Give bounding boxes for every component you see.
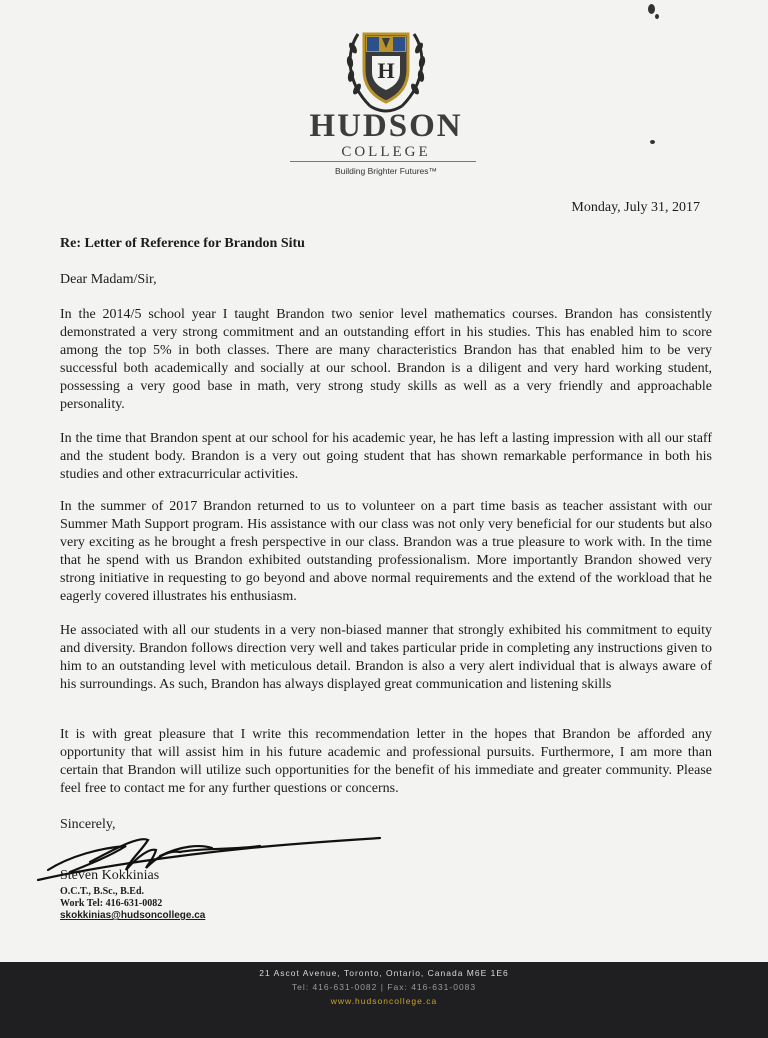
footer-address: 21 Ascot Avenue, Toronto, Ontario, Canada M6E 1E6 [259,968,509,978]
paragraph-1: In the 2014/5 school year I taught Brandon two senior level mathematics courses. Brandon has consistently demonstrated a very strong commitment and an outstanding effort in his studies. This has enabled him to score among the top 5% in both classes. There are many characteristics Brandon has that enabled him to be very successful both academically and socially at our school. Brandon is a diligent and very hard working student, possessing a very good base in math, very strong study skills as well as a very friendly and approachable personality. [60,307,712,412]
college-wordmark [296,108,476,160]
salutation: Dear Madam/Sir, [60,272,157,287]
paragraph-5: It is with great pleasure that I write this recommendation letter in the hopes that Brandon be afforded any opportunity that will assist him in his future academic and professional pursuits. Furthermore, I am more than certain that Brandon will utilize such opportunities for the benefit of his immediate and greater community. Please feel free to contact me for any further questions or concerns. [60,727,712,796]
scan-speck [650,140,655,144]
signer-email-link[interactable]: skokkinias@hudsoncollege.ca [60,910,206,921]
letter-date: Monday, July 31, 2017 [571,200,700,215]
signer-credentials: O.C.T., B.Sc., B.Ed. [60,886,144,897]
scan-speck [655,14,659,19]
logo-divider [290,161,476,162]
paragraph-3: In the summer of 2017 Brandon returned to us to volunteer on a part time basis as teacher assistant with our Summer Math Support program. His assistance with our class was not only very beneficial for our students but also very exciting as he brought a fresh perspective in our class. Brandon was a true pleasure to work with. In the time that he spend with us Brandon exhibited outstanding professionalism. More importantly Brandon showed very strong initiative in requesting to go beyond and above normal requirements and the extend of the workload that he eagerly covered illustrates his enthusiasm. [60,499,712,604]
letter-footer [0,962,768,1038]
paragraph-4: He associated with all our students in a very non-biased manner that strongly exhibited his commitment to equity and diversity. Brandon follows direction very well and takes particular pride in completing any instructions given to him to an outstanding level with meticulous detail. Brandon is also a very alert individual that is always aware of his surroundings. As such, Brandon has always displayed great communication and listening skills [60,623,712,692]
college-name: HUDSON [309,108,463,144]
college-subtitle: COLLEGE [341,144,431,160]
signer-work-tel: Work Tel: 416-631-0082 [60,898,163,909]
closing: Sincerely, [60,817,116,832]
footer-website-link[interactable]: www.hudsoncollege.ca [330,996,438,1006]
paragraph-2: In the time that Brandon spent at our school for his academic year, he has left a lasting impression with all our staff and the student body. Brandon is a very out going student that has shown remarkable performance in both his studies and other extracurricular activities. [60,431,712,482]
letter-subject: Re: Letter of Reference for Brandon Situ [60,236,305,251]
footer-phones: Tel: 416-631-0082 | Fax: 416-631-0083 [291,982,477,992]
scan-speck [648,4,655,14]
signer-name: Steven Kokkinias [60,868,160,883]
college-tagline: Building Brighter Futures™ [334,166,438,176]
crest-letter: H [377,58,395,83]
